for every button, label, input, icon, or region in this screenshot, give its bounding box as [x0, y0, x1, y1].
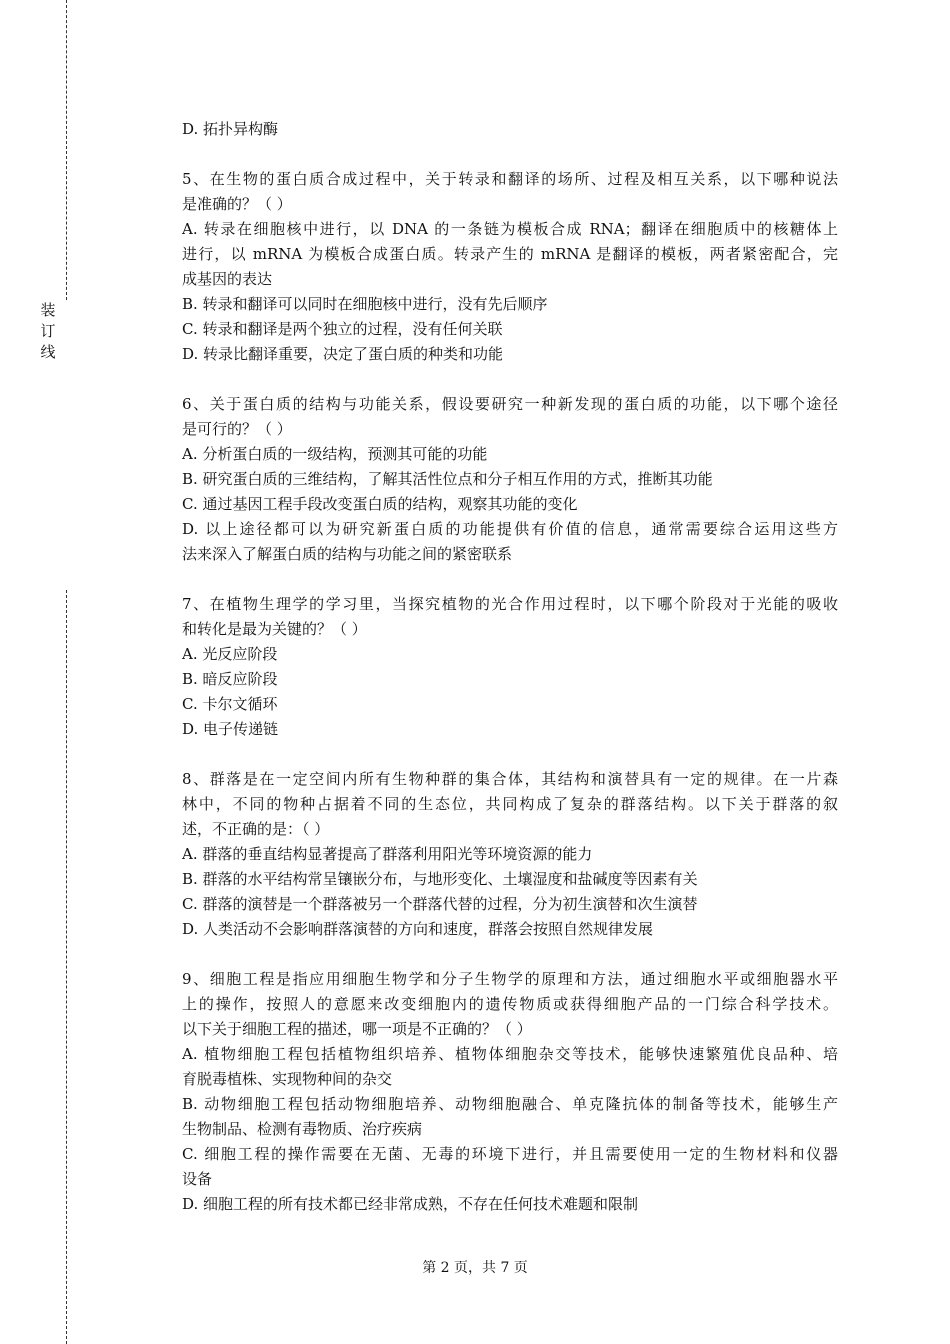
text-line: B. 转录和翻译可以同时在细胞核中进行，没有先后顺序: [182, 295, 548, 313]
text-line: D. 拓扑异构酶: [182, 120, 279, 138]
text-line: A. 群落的垂直结构显著提高了群落利用阳光等环境资源的能力: [182, 845, 593, 863]
binding-char: 线: [40, 343, 56, 361]
text-line: A. 转录在细胞核中进行，以 DNA 的一条链为模板合成 RNA；翻译在细胞质中的核糖体上: [182, 220, 838, 238]
text-line: D. 细胞工程的所有技术都已经非常成熟，不存在任何技术难题和限制: [182, 1195, 639, 1213]
binding-dashed-line-bottom: [66, 590, 67, 1344]
text-line: C. 卡尔文循环: [182, 695, 278, 713]
text-line: 和转化是最为关键的？（ ）: [182, 620, 367, 638]
binding-char: 订: [40, 322, 56, 340]
text-line: 是准确的？（ ）: [182, 195, 292, 213]
text-line: 9、细胞工程是指应用细胞生物学和分子生物学的原理和方法，通过细胞水平或细胞器水平: [182, 970, 838, 988]
text-line: B. 暗反应阶段: [182, 670, 278, 688]
binding-char: 装: [40, 301, 56, 319]
text-line: B. 群落的水平结构常呈镶嵌分布，与地形变化、土壤湿度和盐碱度等因素有关: [182, 870, 698, 888]
text-line: A. 光反应阶段: [182, 645, 278, 663]
text-line: 进行，以 mRNA 为模板合成蛋白质。转录产生的 mRNA 是翻译的模板，两者紧密配合，完: [182, 245, 838, 263]
text-line: D. 电子传递链: [182, 720, 279, 738]
binding-dashed-line-top: [66, 0, 67, 300]
text-line: B. 动物细胞工程包括动物细胞培养、动物细胞融合、单克隆抗体的制备等技术，能够生产: [182, 1095, 838, 1113]
text-line: 以下关于细胞工程的描述，哪一项是不正确的？（ ）: [182, 1020, 532, 1038]
text-line: 8、群落是在一定空间内所有生物种群的集合体，其结构和演替具有一定的规律。在一片森: [182, 770, 838, 788]
text-line: D. 转录比翻译重要，决定了蛋白质的种类和功能: [182, 345, 504, 363]
text-line: 成基因的表达: [182, 270, 273, 288]
text-line: 育脱毒植株、实现物种间的杂交: [182, 1070, 393, 1088]
text-line: 述，不正确的是：（ ）: [182, 820, 330, 838]
text-line: 法来深入了解蛋白质的结构与功能之间的紧密联系: [182, 545, 513, 563]
text-line: 上的操作，按照人的意愿来改变细胞内的遗传物质或获得细胞产品的一门综合科学技术。: [182, 995, 838, 1013]
page-footer: 第 2 页，共 7 页: [422, 1260, 528, 1276]
text-line: C. 通过基因工程手段改变蛋白质的结构，观察其功能的变化: [182, 495, 578, 513]
text-line: 生物制品、检测有毒物质、治疗疾病: [182, 1120, 423, 1138]
text-line: D. 以上途径都可以为研究新蛋白质的功能提供有价值的信息，通常需要综合运用这些方: [182, 520, 838, 538]
text-line: C. 群落的演替是一个群落被另一个群落代替的过程，分为初生演替和次生演替: [182, 895, 698, 913]
text-line: 是可行的？（ ）: [182, 420, 292, 438]
text-line: D. 人类活动不会影响群落演替的方向和速度，群落会按照自然规律发展: [182, 920, 654, 938]
text-line: B. 研究蛋白质的三维结构，了解其活性位点和分子相互作用的方式，推断其功能: [182, 470, 713, 488]
text-line: 设备: [182, 1170, 213, 1188]
text-line: A. 植物细胞工程包括植物组织培养、植物体细胞杂交等技术，能够快速繁殖优良品种、培: [182, 1045, 838, 1063]
text-line: A. 分析蛋白质的一级结构，预测其可能的功能: [182, 445, 488, 463]
text-line: 5、在生物的蛋白质合成过程中，关于转录和翻译的场所、过程及相互关系，以下哪种说法: [182, 170, 838, 188]
text-line: 7、在植物生理学的学习里，当探究植物的光合作用过程时，以下哪个阶段对于光能的吸收: [182, 595, 838, 613]
text-line: C. 细胞工程的操作需要在无菌、无毒的环境下进行，并且需要使用一定的生物材料和仪器: [182, 1145, 838, 1163]
text-line: 林中，不同的物种占据着不同的生态位，共同构成了复杂的群落结构。以下关于群落的叙: [182, 795, 838, 813]
binding-label: [38, 300, 58, 363]
text-line: C. 转录和翻译是两个独立的过程，没有任何关联: [182, 320, 503, 338]
text-line: 6、关于蛋白质的结构与功能关系，假设要研究一种新发现的蛋白质的功能，以下哪个途径: [182, 395, 838, 413]
